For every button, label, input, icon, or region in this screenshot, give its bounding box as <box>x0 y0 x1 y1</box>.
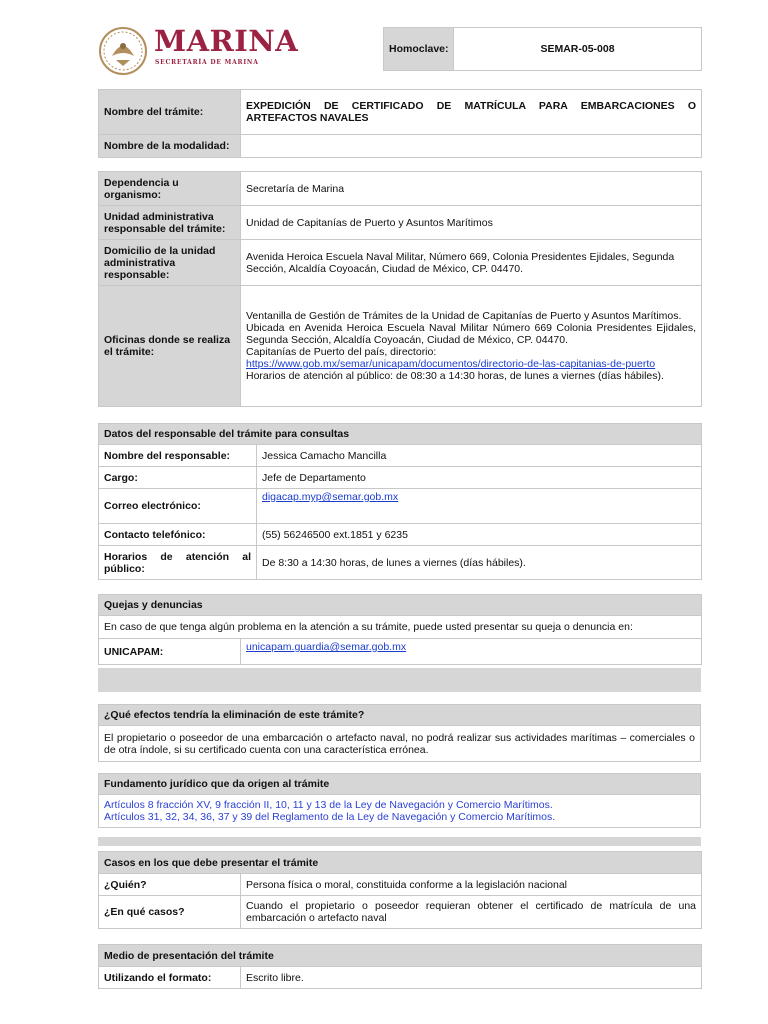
fundamento-reglamento-line: Artículos 31, 32, 34, 36, 37 y 39 del Reglamento de la Ley de Navegación y Comercio Marítimos. <box>104 811 556 823</box>
responsable-table <box>98 423 702 580</box>
quien-value: Persona física o moral, constituida conforme a la legislación nacional <box>241 874 702 896</box>
telefono-value: (55) 56246500 ext.1851 y 6235 <box>257 524 702 546</box>
oficinas-line-horarios: Horarios de atención al público: de 08:30 a 14:30 horas, de lunes a viernes (días hábiles). <box>246 370 664 382</box>
unicapam-label: UNICAPAM: <box>99 639 241 665</box>
casos-table <box>98 851 702 929</box>
telefono-label: Contacto telefónico: <box>99 524 257 546</box>
oficinas-line-ubicacion: Ubicada en Avenida Heroica Escuela Naval Militar Número 669 Colonia Presidentes Ejidales, Segunda Sección, Alcaldía Coyoacán, Ciudad de México, CP. 04470. <box>246 322 696 346</box>
formato-label: Utilizando el formato: <box>99 967 241 989</box>
brand-subtitle: SECRETARÍA DE MARINA <box>155 59 259 66</box>
quejas-description: En caso de que tenga algún problema en la atención a su trámite, puede usted presentar su queja o denuncia en: <box>99 616 702 639</box>
domicilio-value: Avenida Heroica Escuela Naval Militar, Número 669, Colonia Presidentes Ejidales, Segunda Sección, Alcaldía Coyoacán, Ciudad de México, CP. 04470. <box>241 240 702 286</box>
fundamento-table <box>98 773 701 828</box>
homoclave-label: Homoclave: <box>384 28 454 71</box>
domicilio-label: Domicilio de la unidad administrativa responsable: <box>99 240 241 286</box>
fundamento-ley-line: Artículos 8 fracción XV, 9 fracción II, 10, 11 y 13 de la Ley de Navegación y Comercio Marítimos. <box>104 799 553 811</box>
horarios-value: De 8:30 a 14:30 horas, de lunes a viernes (días hábiles). <box>257 546 702 580</box>
tramite-name-label: Nombre del trámite: <box>99 90 241 135</box>
quejas-section-title: Quejas y denuncias <box>99 595 702 616</box>
tramite-name-value: EXPEDICIÓN DE CERTIFICADO DE MATRÍCULA PARA EMBARCACIONES O ARTEFACTOS NAVALES <box>241 90 702 135</box>
homoclave-value: SEMAR-05-008 <box>454 28 702 71</box>
medio-section-title: Medio de presentación del trámite <box>99 945 702 967</box>
efectos-section-title: ¿Qué efectos tendría la eliminación de este trámite? <box>99 705 701 726</box>
modalidad-label: Nombre de la modalidad: <box>99 135 241 158</box>
correo-cell <box>257 489 702 524</box>
efectos-text: El propietario o poseedor de una embarcación o artefacto naval, no podrá realizar sus actividades marítimas – comerciales o de otra índole, si su certificado cuenta con una característica errónea. <box>99 726 701 762</box>
correo-link[interactable]: digacap.myp@semar.gob.mx <box>262 491 399 503</box>
tramite-table <box>98 89 702 158</box>
responsable-section-title: Datos del responsable del trámite para consultas <box>99 424 702 445</box>
horarios-label: Horarios de atención al público: <box>99 546 257 580</box>
responsable-name-value: Jessica Camacho Mancilla <box>257 445 702 467</box>
cargo-value: Jefe de Departamento <box>257 467 702 489</box>
formato-value: Escrito libre. <box>241 967 702 989</box>
casos-section-title: Casos en los que debe presentar el trámite <box>99 852 702 874</box>
en-que-casos-label: ¿En qué casos? <box>99 896 241 929</box>
responsable-name-label: Nombre del responsable: <box>99 445 257 467</box>
oficinas-line-ventanilla: Ventanilla de Gestión de Trámites de la Unidad de Capitanías de Puerto y Asuntos Marítimos. <box>246 310 682 322</box>
correo-label: Correo electrónico: <box>99 489 257 524</box>
fundamento-text <box>99 795 701 828</box>
modalidad-value <box>241 135 702 158</box>
dependencia-table <box>98 171 702 407</box>
gray-separator-band <box>98 668 701 692</box>
brand-name: MARINA <box>154 24 299 58</box>
quien-label: ¿Quién? <box>99 874 241 896</box>
quejas-table <box>98 594 702 665</box>
dependencia-value: Secretaría de Marina <box>241 172 702 206</box>
unicapam-email-link[interactable]: unicapam.guardia@semar.gob.mx <box>246 641 407 653</box>
dependencia-label: Dependencia u organismo: <box>99 172 241 206</box>
unidad-label: Unidad administrativa responsable del trámite: <box>99 206 241 240</box>
oficinas-value <box>241 286 702 407</box>
en-que-casos-value: Cuando el propietario o poseedor requieran obtener el certificado de matrícula de una embarcación o artefacto naval <box>241 896 702 929</box>
unicapam-cell <box>241 639 702 665</box>
oficinas-label: Oficinas donde se realiza el trámite: <box>99 286 241 407</box>
medio-table <box>98 944 702 989</box>
efectos-table <box>98 704 701 762</box>
fundamento-section-title: Fundamento jurídico que da origen al trámite <box>99 774 701 795</box>
cargo-label: Cargo: <box>99 467 257 489</box>
gray-thin-band <box>98 837 701 846</box>
directorio-link[interactable]: https://www.gob.mx/semar/unicapam/documentos/directorio-de-las-capitanias-de-puerto <box>246 358 656 370</box>
unidad-value: Unidad de Capitanías de Puerto y Asuntos Marítimos <box>241 206 702 240</box>
oficinas-line-capitanias: Capitanías de Puerto del país, directorio: <box>246 346 437 358</box>
homoclave-table <box>383 27 702 71</box>
marina-seal-logo <box>98 26 148 76</box>
